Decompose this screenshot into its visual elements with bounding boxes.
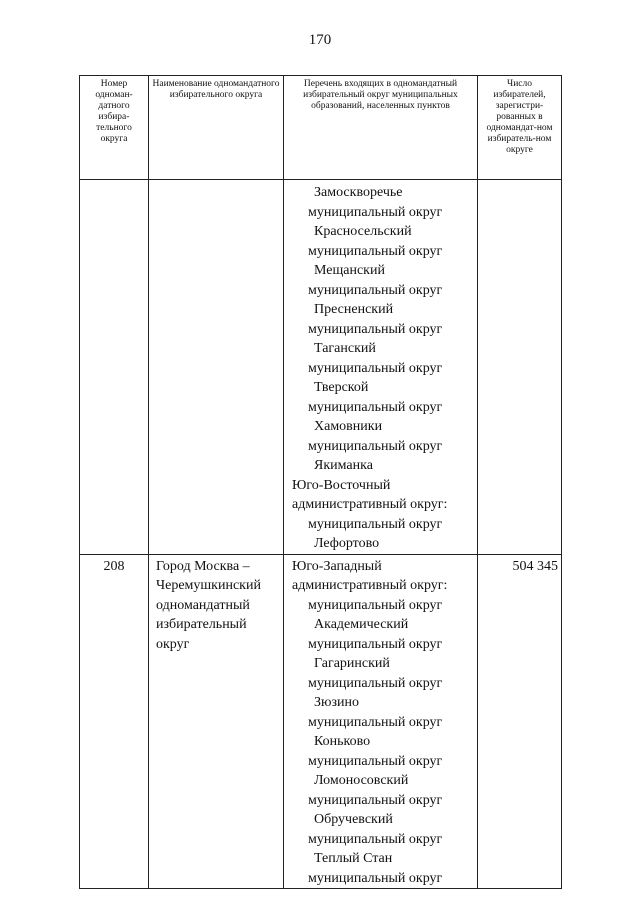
- list-item: Лефортово: [314, 536, 380, 551]
- list-item: Красносельский: [314, 224, 412, 239]
- list-item: Юго-Восточный: [292, 477, 391, 493]
- list-item: муниципальный округ: [308, 870, 443, 886]
- header-row: [80, 76, 562, 180]
- list-item: Теплый Стан: [314, 851, 393, 866]
- list-item: Обручевский: [314, 812, 393, 827]
- page-number: 170: [308, 32, 332, 48]
- list-item: Якиманка: [314, 458, 373, 473]
- list-item: муниципальный округ: [308, 282, 443, 298]
- voter-count-cell: [478, 180, 562, 555]
- list-item: муниципальный округ: [308, 360, 443, 376]
- district-name-cell: Город Москва – Черемушкинский одномандатный избирательный округ: [149, 554, 284, 889]
- list-item: Пресненский: [314, 302, 394, 317]
- list-item: Юго-Западный: [292, 558, 382, 574]
- list-item: муниципальный округ: [308, 714, 443, 730]
- list-item: муниципальный округ: [308, 753, 443, 769]
- list-item: муниципальный округ: [308, 204, 443, 220]
- districts-table: [79, 75, 562, 889]
- list-item: муниципальный округ: [308, 792, 443, 808]
- list-item: Академический: [314, 617, 409, 632]
- list-item: муниципальный округ: [308, 438, 443, 454]
- list-item: Таганский: [314, 341, 376, 356]
- list-item: административный округ:: [292, 497, 448, 512]
- district-number-cell: 208: [80, 554, 149, 889]
- header-municipalities-list: Перечень входящих в одномандатный избирательный округ муниципальных образований, населенных пунктов: [284, 76, 478, 180]
- list-item: муниципальный округ: [308, 516, 443, 532]
- municipalities-list-cell: [284, 180, 478, 555]
- table-header: [80, 76, 562, 180]
- list-item: муниципальный округ: [308, 597, 443, 613]
- list-item: муниципальный округ: [308, 399, 443, 415]
- list-item: муниципальный округ: [308, 675, 443, 691]
- header-district-name: Наименование одномандатного избирательного округа: [149, 76, 284, 180]
- list-item: Зюзино: [314, 695, 359, 710]
- header-district-number: Номер одноман-датного избира-тельного округа: [80, 76, 149, 180]
- list-item: муниципальный округ: [308, 636, 443, 652]
- district-name-cell: [149, 180, 284, 555]
- voter-count-cell: 504 345: [478, 554, 562, 889]
- list-item: административный округ:: [292, 578, 448, 593]
- list-item: Ломоносовский: [314, 773, 409, 788]
- list-item: муниципальный округ: [308, 831, 443, 847]
- district-number-cell: [80, 180, 149, 555]
- table-row: [80, 554, 562, 889]
- list-item: Мещанский: [314, 263, 385, 278]
- list-item: муниципальный округ: [308, 243, 443, 259]
- list-item: Гагаринский: [314, 656, 390, 671]
- municipalities-list-cell: [284, 554, 478, 889]
- list-item: Коньково: [314, 734, 371, 749]
- list-item: Тверской: [314, 380, 369, 395]
- list-item: муниципальный округ: [308, 321, 443, 337]
- table-row: [80, 180, 562, 555]
- list-item: Замоскворечье: [314, 185, 403, 200]
- list-item: Хамовники: [314, 419, 383, 434]
- header-voter-count: Число избирателей, зарегистри-рованных в одномандат-ном избиратель-ном округе: [478, 76, 562, 180]
